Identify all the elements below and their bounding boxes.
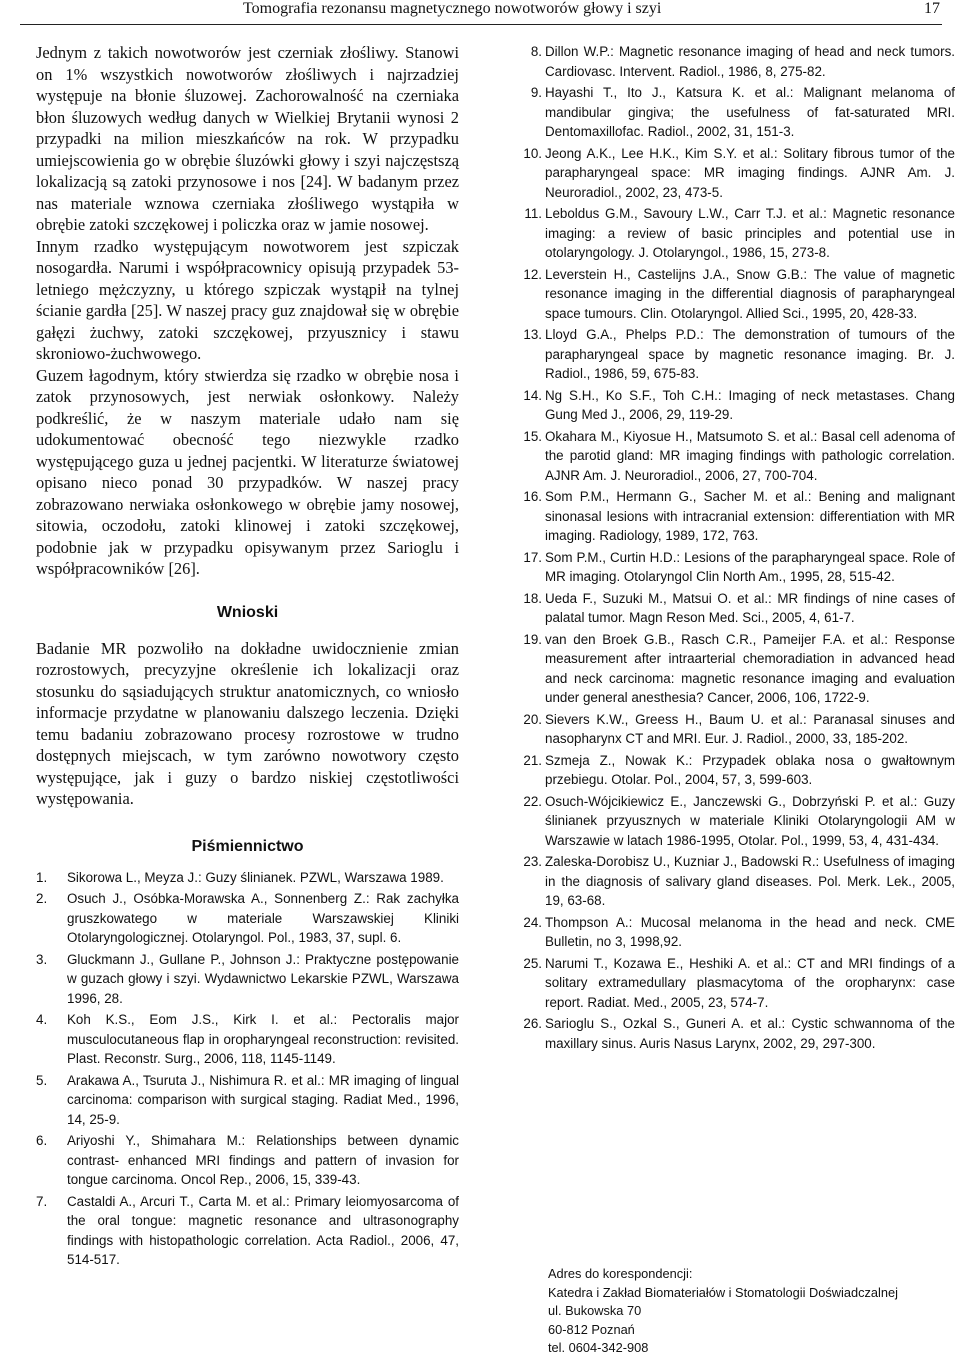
reference-item (514, 204, 955, 263)
reference-text: Szmeja Z., Nowak K.: Przypadek oblaka nosa o gwałtownym przebiegu. Otolar. Pol., 2004, 57, 3, 599-603. (545, 752, 955, 787)
page-number: 17 (924, 0, 940, 17)
references-list-right (514, 42, 955, 1053)
reference-text: Sikorowa L., Meyza J.: Guzy ślinianek. PZWL, Warszawa 1989. (67, 869, 444, 885)
reference-number: 11. (524, 206, 542, 221)
reference-text: Okahara M., Kiyosue H., Matsumoto S. et al.: Basal cell adenoma of the parotid gland: MR imaging findings with pathologic correlation. AJNR Am. J. Neuroradiol., 2006, 27, 700-704. (545, 428, 955, 483)
reference-item (36, 1192, 459, 1270)
body-paragraph: Jednym z takich nowotworów jest czerniak złośliwy. Stanowi on 1% wszystkich nowotworów złośliwych i najrzadziej występuje na błonie śluzowej. Zachorowalność na czerniaka błon śluzowych według danych w Wielkiej Brytanii wynosi 2 przypadki na milion mieszkańców na rok. W przypadku umiejscowienia go w obrębie śluzówki głowy i szyi najczęstszą lokalizacją są zatoki przynosowe i nos [24]. W badanym przez nas materiale wznowa czerniaka złośliwego wystąpiła w obrębie zatoki szczękowej i policzka oraz w jamie nosowej. (36, 43, 459, 234)
reference-text: Sievers K.W., Greess H., Baum U. et al.: Paranasal sinuses and nasopharynx CT and MRI. Eur. J. Radiol., 2000, 33, 185-202. (545, 711, 955, 746)
reference-number: 1. (36, 869, 48, 885)
reference-number: 17. (523, 549, 542, 565)
reference-item (514, 630, 955, 708)
reference-item (514, 751, 955, 790)
running-header (20, 0, 942, 25)
conclusions-paragraph: Badanie MR pozwoliło na dokładne uwidocznienie zmian rozrostowych, precyzyjne określenie ich lokalizacji oraz stosunku do sąsiadujących struktur anatomicznych, co wniosło informacje przydatne w planowaniu dalszego leczenia. Dzięki temu badaniu zobrazowano procesy rozrostowe w trudno dostępnych miejscach, w tym zarówno nowotwory często występujące, jak i guzy o bardzo niskiej częstotliwości występowania. (36, 638, 459, 808)
reference-number: 25. (523, 955, 542, 971)
reference-item (514, 1014, 955, 1053)
reference-item (514, 83, 955, 142)
reference-item (514, 325, 955, 384)
reference-number: 19. (523, 631, 542, 647)
reference-number: 6. (36, 1133, 48, 1148)
reference-number: 15. (523, 428, 542, 444)
reference-number: 10. (523, 145, 542, 161)
correspondence-line: ul. Bukowska 70 (548, 1303, 642, 1318)
reference-item (514, 954, 955, 1013)
reference-number: 22. (523, 793, 542, 809)
reference-item (514, 548, 955, 587)
reference-text: Narumi T., Kozawa E., Heshiki A. et al.: CT and MRI findings of a solitary extramedullary plasmacytoma of the oropharynx: case report. Radiat. Med., 2005, 23, 574-7. (545, 955, 955, 1010)
reference-number: 21. (523, 752, 542, 768)
reference-text: Ng S.H., Ko S.F., Toh C.H.: Imaging of neck metastases. Chang Gung Med J., 2006, 29, 119-29. (545, 387, 955, 422)
reference-text: Koh K.S., Eom J.S., Kirk I. et al.: Pectoralis major musculocutaneous flap in oropharyngeal reconstruction: revisited. Plast. Reconstr. Surg., 2006, 118, 1145-1149. (67, 1012, 459, 1066)
reference-number: 16. (523, 489, 542, 504)
reference-number: 13. (523, 327, 542, 342)
reference-text: Leboldus G.M., Savoury L.W., Carr T.J. et al.: Magnetic resonance imaging: a review of basic principles and potential use in otolaryngology. J. Otolaryngol., 1986, 15, 273-8. (545, 206, 955, 260)
reference-text: Leverstein H., Castelijns J.A., Snow G.B.: The value of magnetic resonance imaging in the differential diagnosis of parapharyngeal space tumours. Clin. Otolaryngol. Allied Sci., 1995, 20, 428-33. (545, 266, 955, 321)
reference-item (514, 144, 955, 203)
reference-number: 2. (36, 891, 48, 906)
reference-number: 4. (36, 1012, 48, 1027)
reference-item (514, 710, 955, 749)
reference-text: Hayashi T., Ito J., Katsura K. et al.: Malignant melanoma of mandibular gingiva; the usefulness of fat-saturated MRI. Dentomaxillofac. Radiol., 2002, 31, 151-3. (545, 85, 955, 139)
reference-text: Ueda F., Suzuki M., Matsui O. et al.: MR findings of nine cases of palatal tumor. Magn Reson Med. Sci., 2005, 4, 61-7. (545, 590, 955, 625)
references-list-left (36, 868, 459, 1270)
reference-item (514, 42, 955, 81)
reference-text: Castaldi A., Arcuri T., Carta M. et al.: Primary leiomyosarcoma of the oral tongue: magnetic resonance and ultrasonography findings with histopathologic correlation. Acta Radiol., 2006, 47, 514-517. (67, 1193, 459, 1267)
reference-number: 12. (523, 266, 542, 282)
left-column (36, 42, 459, 1272)
reference-text: van den Broek G.B., Rasch C.R., Pameijer F.A. et al.: Response measurement after intraarterial chemoradiation in advanced head and neck carcinoma: magnetic resonance imaging and evaluation under general anesthesia? Cancer, 2006, 106, 1722-9. (545, 631, 955, 705)
reference-number: 7. (36, 1193, 48, 1209)
reference-number: 3. (36, 951, 48, 967)
reference-number: 20. (523, 711, 542, 727)
reference-item (36, 1010, 459, 1069)
conclusions-heading: Wnioski (216, 603, 279, 621)
reference-text: Osuch J., Osóbka-Morawska A., Sonnenberg Z.: Rak zachyłka gruszkowatego w materiale Warszawskiej Kliniki Otolaryngologicznej. Otolaryngol. Pol., 1983, 37, supl. 6. (67, 891, 459, 945)
reference-item (36, 889, 459, 948)
reference-text: Jeong A.K., Lee H.K., Kim S.Y. et al.: Solitary fibrous tumor of the parapharyngeal space: MR imaging findings. AJNR Am. J. Neuroradiol., 2002, 23, 473-5. (545, 145, 955, 200)
reference-number: 8. (530, 44, 542, 59)
reference-item (36, 1071, 459, 1130)
reference-number: 23. (523, 854, 542, 869)
right-column (514, 42, 955, 1055)
correspondence-label: Adres do korespondencji: (548, 1266, 693, 1281)
reference-text: Ariyoshi Y., Shimahara M.: Relationships between dynamic contrast- enhanced MRI findings and pattern of invasion for tongue carcinoma. Oncol Rep., 2006, 15, 339-43. (67, 1133, 459, 1187)
correspondence-line: Katedra i Zakład Biomateriałów i Stomatologii Doświadczalnej (548, 1284, 898, 1300)
reference-item (514, 589, 955, 628)
reference-text: Som P.M., Hermann G., Sacher M. et al.: Bening and malignant sinonasal lesions with intracranial extension: differentiation with MR imaging. Radiology, 1989, 172, 763. (545, 489, 955, 543)
reference-number: 24. (523, 914, 542, 930)
reference-item (514, 913, 955, 952)
reference-text: Lloyd G.A., Phelps P.D.: The demonstration of tumours of the parapharyngeal space by magnetic resonance imaging. Br. J. Radiol., 1986, 59, 675-83. (545, 327, 955, 381)
reference-item (514, 386, 955, 425)
reference-text: Sarioglu S., Ozkal S., Guneri A. et al.: Cystic schwannoma of the maxillary sinus. Auris Nasus Larynx, 2002, 29, 297-300. (545, 1016, 955, 1051)
reference-number: 9. (530, 85, 542, 100)
reference-number: 5. (36, 1072, 48, 1088)
body-paragraph: Guzem łagodnym, który stwierdza się rzadko w obrębie nosa i zatok przynosowych, jest nerwiak osłonkowy. Należy podkreślić, że w naszym materiale udało nam się udokumentować obecność tego niezwykle rzadko występującego guza u jednej pacjentki. W literaturze światowej opisano nieco ponad 30 przypadków. W naszej pracy zobrazowano nerwiaka osłonkowego w obrębie jamy nosowej, sitowia, oczodołu, zatoki klinowej i zatoki szczękowej, podobnie jak w przypadku opisywanym przez Sarioglu i współpracowników [26]. (36, 365, 459, 578)
reference-text: Gluckmann J., Gullane P., Johnson J.: Praktyczne postępowanie w guzach głowy i szyi. Wydawnictwo Lekarskie PZWL, Warszawa 1996, 28. (67, 951, 459, 1006)
correspondence-address (548, 1265, 898, 1358)
correspondence-line: 60-812 Poznań (548, 1321, 635, 1337)
reference-number: 26. (523, 1016, 542, 1031)
reference-text: Thompson A.: Mucosal melanoma in the head and neck. CME Bulletin, no 3, 1998,92. (545, 914, 955, 949)
reference-item (514, 427, 955, 486)
reference-item (36, 1131, 459, 1190)
reference-item (514, 487, 955, 546)
reference-text: Som P.M., Curtin H.D.: Lesions of the parapharyngeal space. Role of MR imaging. Otolaryngol Clin North Am., 1995, 28, 515-42. (545, 549, 955, 584)
body-paragraph: Innym rzadko występującym nowotworem jest szpiczak nosogardła. Narumi i współpracownicy opisują przypadek 53-letniego mężczyzny, u którego szpiczak wystąpił na tylnej ścianie gardła [25]. W naszej pracy guz znajdował się w obrębie gałęzi żuchwy, zatoki szczękowej, przyusznicy i stawu skroniowo-żuchwowego. (36, 236, 459, 363)
reference-item (514, 792, 955, 851)
correspondence-line: tel. 0604-342-908 (548, 1340, 649, 1355)
reference-item (36, 868, 459, 888)
references-heading: Piśmiennictwo (191, 837, 304, 855)
reference-number: 14. (523, 387, 542, 403)
reference-item (514, 265, 955, 324)
reference-text: Arakawa A., Tsuruta J., Nishimura R. et al.: MR imaging of lingual carcinoma: comparison with surgical staging. Radiat Med., 1996, 14, 25-9. (67, 1072, 459, 1127)
reference-number: 18. (523, 590, 542, 606)
reference-text: Dillon W.P.: Magnetic resonance imaging of head and neck tumors. Cardiovasc. Intervent. Radiol., 1986, 8, 275-82. (545, 44, 955, 79)
reference-item (514, 852, 955, 911)
reference-text: Osuch-Wójcikiewicz E., Janczewski G., Dobrzyński P. et al.: Guzy ślinianek przyusznych w materiale Kliniki Otolaryngologii AM w Warszawie w latach 1986-1995, Otolar. Pol., 1999, 53, 4, 431-434. (545, 793, 955, 848)
reference-text: Zaleska-Dorobisz U., Kuzniar J., Badowski R.: Usefulness of imaging in the diagnosis of salivary gland diseases. Pol. Merk. Lek., 2005, 19, 63-68. (545, 854, 955, 908)
reference-item (36, 950, 459, 1009)
running-header-title: Tomografia rezonansu magnetycznego nowotworów głowy i szyi (243, 0, 662, 17)
